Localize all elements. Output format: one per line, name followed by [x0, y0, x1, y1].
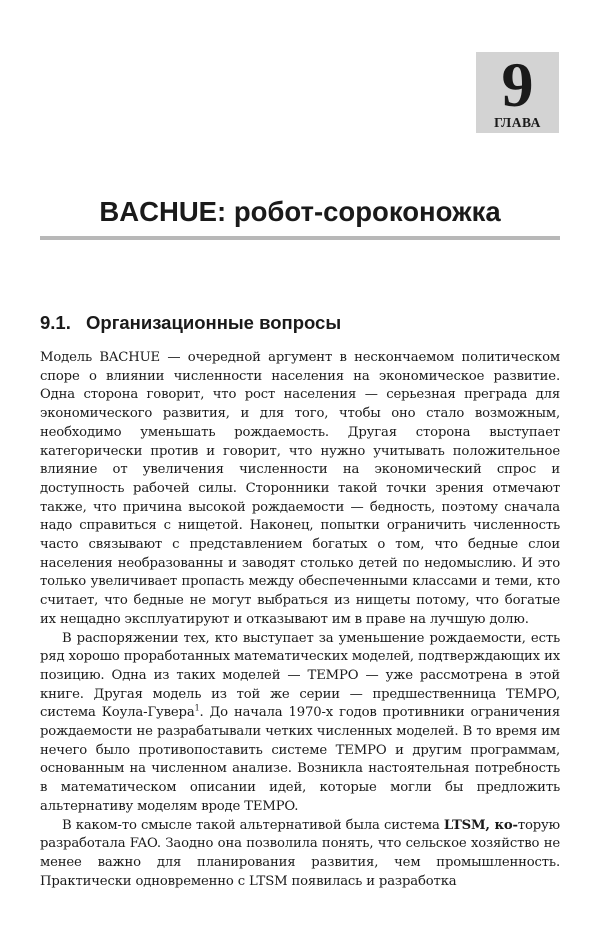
- paragraph-2-text-a: В распоряжении тех, кто выступает за уменьшение рождаемости, есть ряд хорошо проработанных математических моделей, подтверждающих их позицию. Одна из таких моделей — TEMPO — уже рассмотрена в этой книге. Другая модель из той же серии — предшественница TEMPO, система Коула-Гувера: [40, 630, 560, 721]
- paragraph-3-text-a: В каком-то смысле такой альтернативой была система: [62, 817, 444, 833]
- paragraph-3-text-b: торую разработала FAO. Заодно она позволила понять, что сельское хозяйство не менее важно для планирования развития, чем промышленность. Практически одновременно с LTSM появилась и разработка: [40, 817, 560, 889]
- body-text: [40, 349, 560, 891]
- chapter-label: ГЛАВА: [494, 115, 541, 130]
- chapter-title: BACHUE: робот-сороконожка: [99, 196, 501, 227]
- paragraph-2: [40, 630, 560, 817]
- paragraph-2-text-b: . До начала 1970-х годов противники ограничения рождаемости не разрабатывали четких численных моделей. В то время им нечего было противопоставить системе TEMPO и другим программам, основанным на численном анализе. Возникла настоятельная потребность в математическом описании идей, которые могли бы предложить альтернативу моделям вроде TEMPO.: [40, 705, 560, 814]
- chapter-badge: [476, 49, 559, 133]
- section-title: Организационные вопросы: [86, 312, 342, 333]
- section-number: 9.1.: [40, 312, 71, 333]
- chapter-number: 9: [501, 49, 534, 120]
- paragraph-3-bold-term: LTSM, ко-: [443, 817, 518, 833]
- title-divider: [40, 236, 560, 240]
- section-heading: [40, 312, 341, 334]
- footnote-marker: 1: [194, 703, 200, 713]
- paragraph-1: Модель BACHUE — очередной аргумент в нескончаемом политическом споре о влиянии численности населения на экономическое развитие. Одна сторона говорит, что рост населения — серьезная преграда для экономического развития, и для того, чтобы оно стало возможным, необходимо уменьшать рождаемость. Другая сторона выступает категорически против и говорит, что нужно учитывать положительное влияние от увеличения численности на экономический спрос и доступность рабочей силы. Сторонники такой точки зрения отмечают также, что причина высокой рождаемости — бедность, поэтому сначала надо справиться с нищетой. Наконец, попытки ограничить численность часто связывают с представлением богатых о том, что бедные слои населения необразованны и заводят столько детей по недомыслию. И это только увеличивает пропасть между обеспеченными классами и теми, кто считает, что бедные не могут выбраться из нищеты потому, что богатые их нещадно эксплуатируют и отказывают им в праве на лучшую долю.: [40, 350, 560, 627]
- paragraph-3: [40, 817, 560, 892]
